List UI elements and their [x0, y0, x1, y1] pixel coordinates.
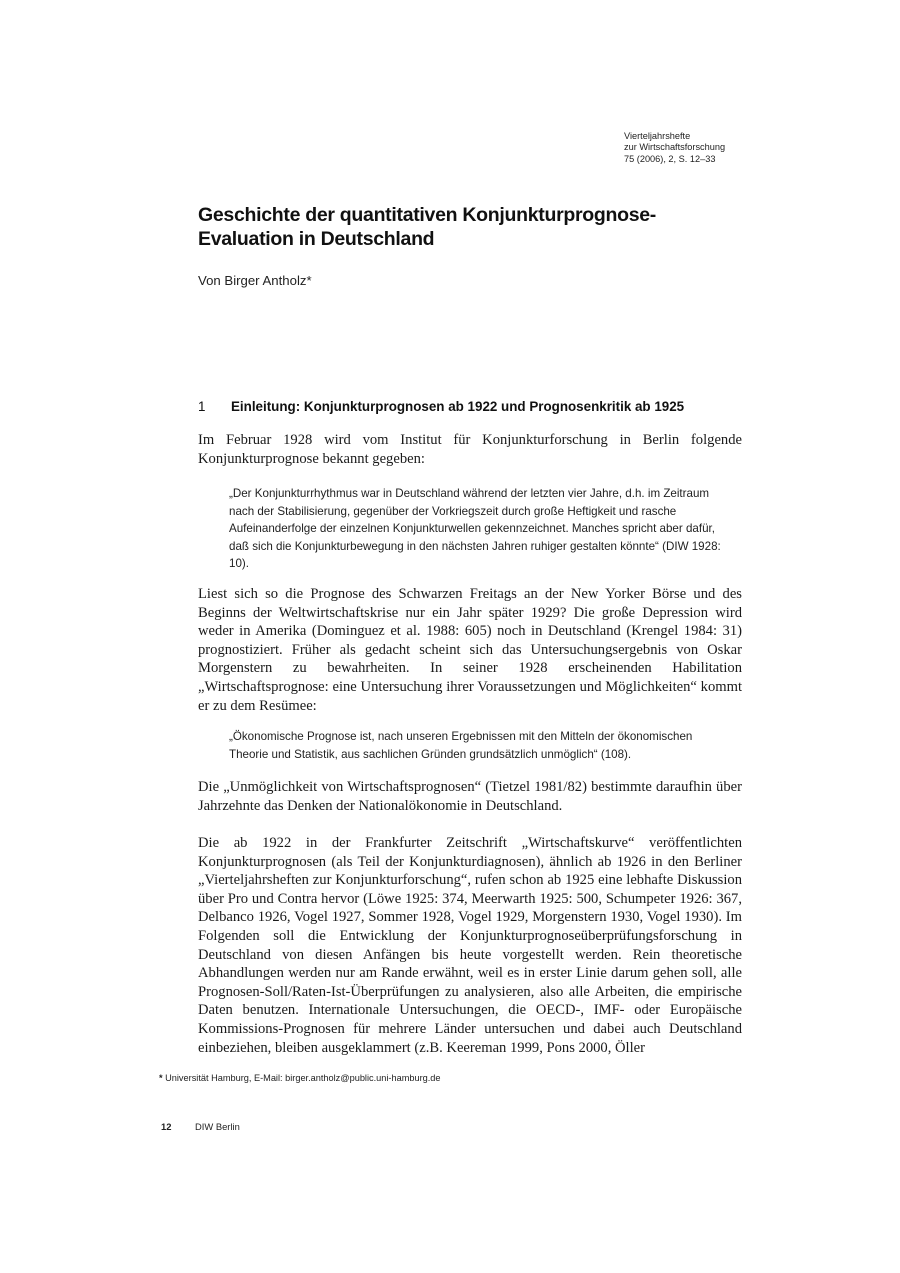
journal-issue: 75 (2006), 2, S. 12–33	[624, 153, 716, 164]
author-line: Von Birger Antholz*	[198, 273, 312, 288]
body-paragraph-2: Liest sich so die Prognose des Schwarzen Freitags an der New Yorker Börse und des Beginns der Weltwirtschaftskrise nur ein Jahr später 1929? Die große Depression wird weder in Amerika (Dominguez et al. 1988: 605) noch in Deutschland (Krengel 1984: 31) prognostiziert. Früher als gedacht scheint sich das Untersuchungsergebnis von Oskar Morgenstern zu bewahrheiten. In seiner 1928 erscheinenden Habilitation „Wirtschaftsprognose: eine Untersuchung ihrer Voraussetzungen und Möglichkeiten“ kommt er zu dem Resümee:	[198, 586, 742, 714]
footnote	[159, 1073, 441, 1083]
paper-title-line1: Geschichte der quantitativen Konjunkturprognose-	[198, 204, 656, 226]
section-title: Einleitung: Konjunkturprognosen ab 1922 und Prognosenkritik ab 1925	[231, 399, 685, 414]
journal-name-line1: Vierteljahrshefte	[624, 131, 691, 141]
block-quote-2: „Ökonomische Prognose ist, nach unseren Ergebnissen mit den Mitteln der ökonomischen Theorie und Statistik, aus sachlichen Gründen grundsätzlich unmöglich“ (108).	[229, 730, 693, 761]
journal-name-line2: zur Wirtschaftsforschung	[624, 142, 726, 153]
block-quote-1: „Der Konjunkturrhythmus war in Deutschland während der letzten vier Jahre, d.h. im Zeitraum nach der Stabilisierung, gegenüber der Vorkriegszeit durch große Heftigkeit und rasche Aufeinanderfolge der einzelnen Konjunkturwellen gekennzeichnet. Manches spricht aber dafür, daß sich die Konjunkturbewegung in den nächsten Jahren ruhiger gestalten könnte“ (DIW 1928: 10).	[229, 487, 721, 571]
footnote-text: Universität Hamburg, E-Mail: birger.antholz@public.uni-hamburg.de	[165, 1073, 441, 1083]
section-number: 1	[198, 399, 206, 414]
page-footer	[161, 1121, 240, 1132]
body-paragraph-4: Die ab 1922 in der Frankfurter Zeitschrift „Wirtschaftskurve“ veröffentlichten Konjunkturprognosen (als Teil der Konjunkturdiagnosen), ähnlich ab 1926 in den Berliner „Vierteljahrsheften zur Konjunkturforschung“, rufen schon ab 1925 eine lebhafte Diskussion über Pro und Contra hervor (Löwe 1925: 374, Meerwarth 1925: 500, Schumpeter 1926: 367, Delbanco 1926, Vogel 1927, Sommer 1928, Vogel 1929, Morgenstern 1930, Vogel 1930). Im Folgenden soll die Entwicklung der Konjunkturprognoseüberprüfungsforschung in Deutschland von diesen Anfängen bis heute vorgestellt werden. Rein theoretische Abhandlungen werden nur am Rande erwähnt, weil es in erster Linie darum gehen soll, alle Prognosen-Soll/Raten-Ist-Überprüfungen zu analysieren, also alle Arbeiten, die empirische Daten benutzen. Internationale Untersuchungen, die OECD-, IMF- oder Europäische Kommissions-Prognosen für mehrere Länder untersuchen und dabei auch Deutschland einbeziehen, bleiben ausgeklammert (z.B. Keereman 1999, Pons 2000, Öller	[198, 835, 742, 1056]
publisher-name: DIW Berlin	[195, 1121, 240, 1132]
section-heading	[198, 399, 758, 414]
page-number: 12	[161, 1121, 172, 1132]
journal-info	[624, 131, 844, 165]
body-paragraph-3: Die „Unmöglichkeit von Wirtschaftsprognosen“ (Tietzel 1981/82) bestimmte daraufhin über Jahrzehnte das Denken der Nationalökonomie in Deutschland.	[198, 779, 742, 814]
footnote-mark: *	[159, 1073, 163, 1083]
paper-title-line2: Evaluation in Deutschland	[198, 227, 435, 250]
body-paragraph-1: Im Februar 1928 wird vom Institut für Konjunkturforschung in Berlin folgende Konjunkturprognose bekannt gegeben:	[198, 432, 742, 467]
paper-title	[198, 204, 758, 251]
